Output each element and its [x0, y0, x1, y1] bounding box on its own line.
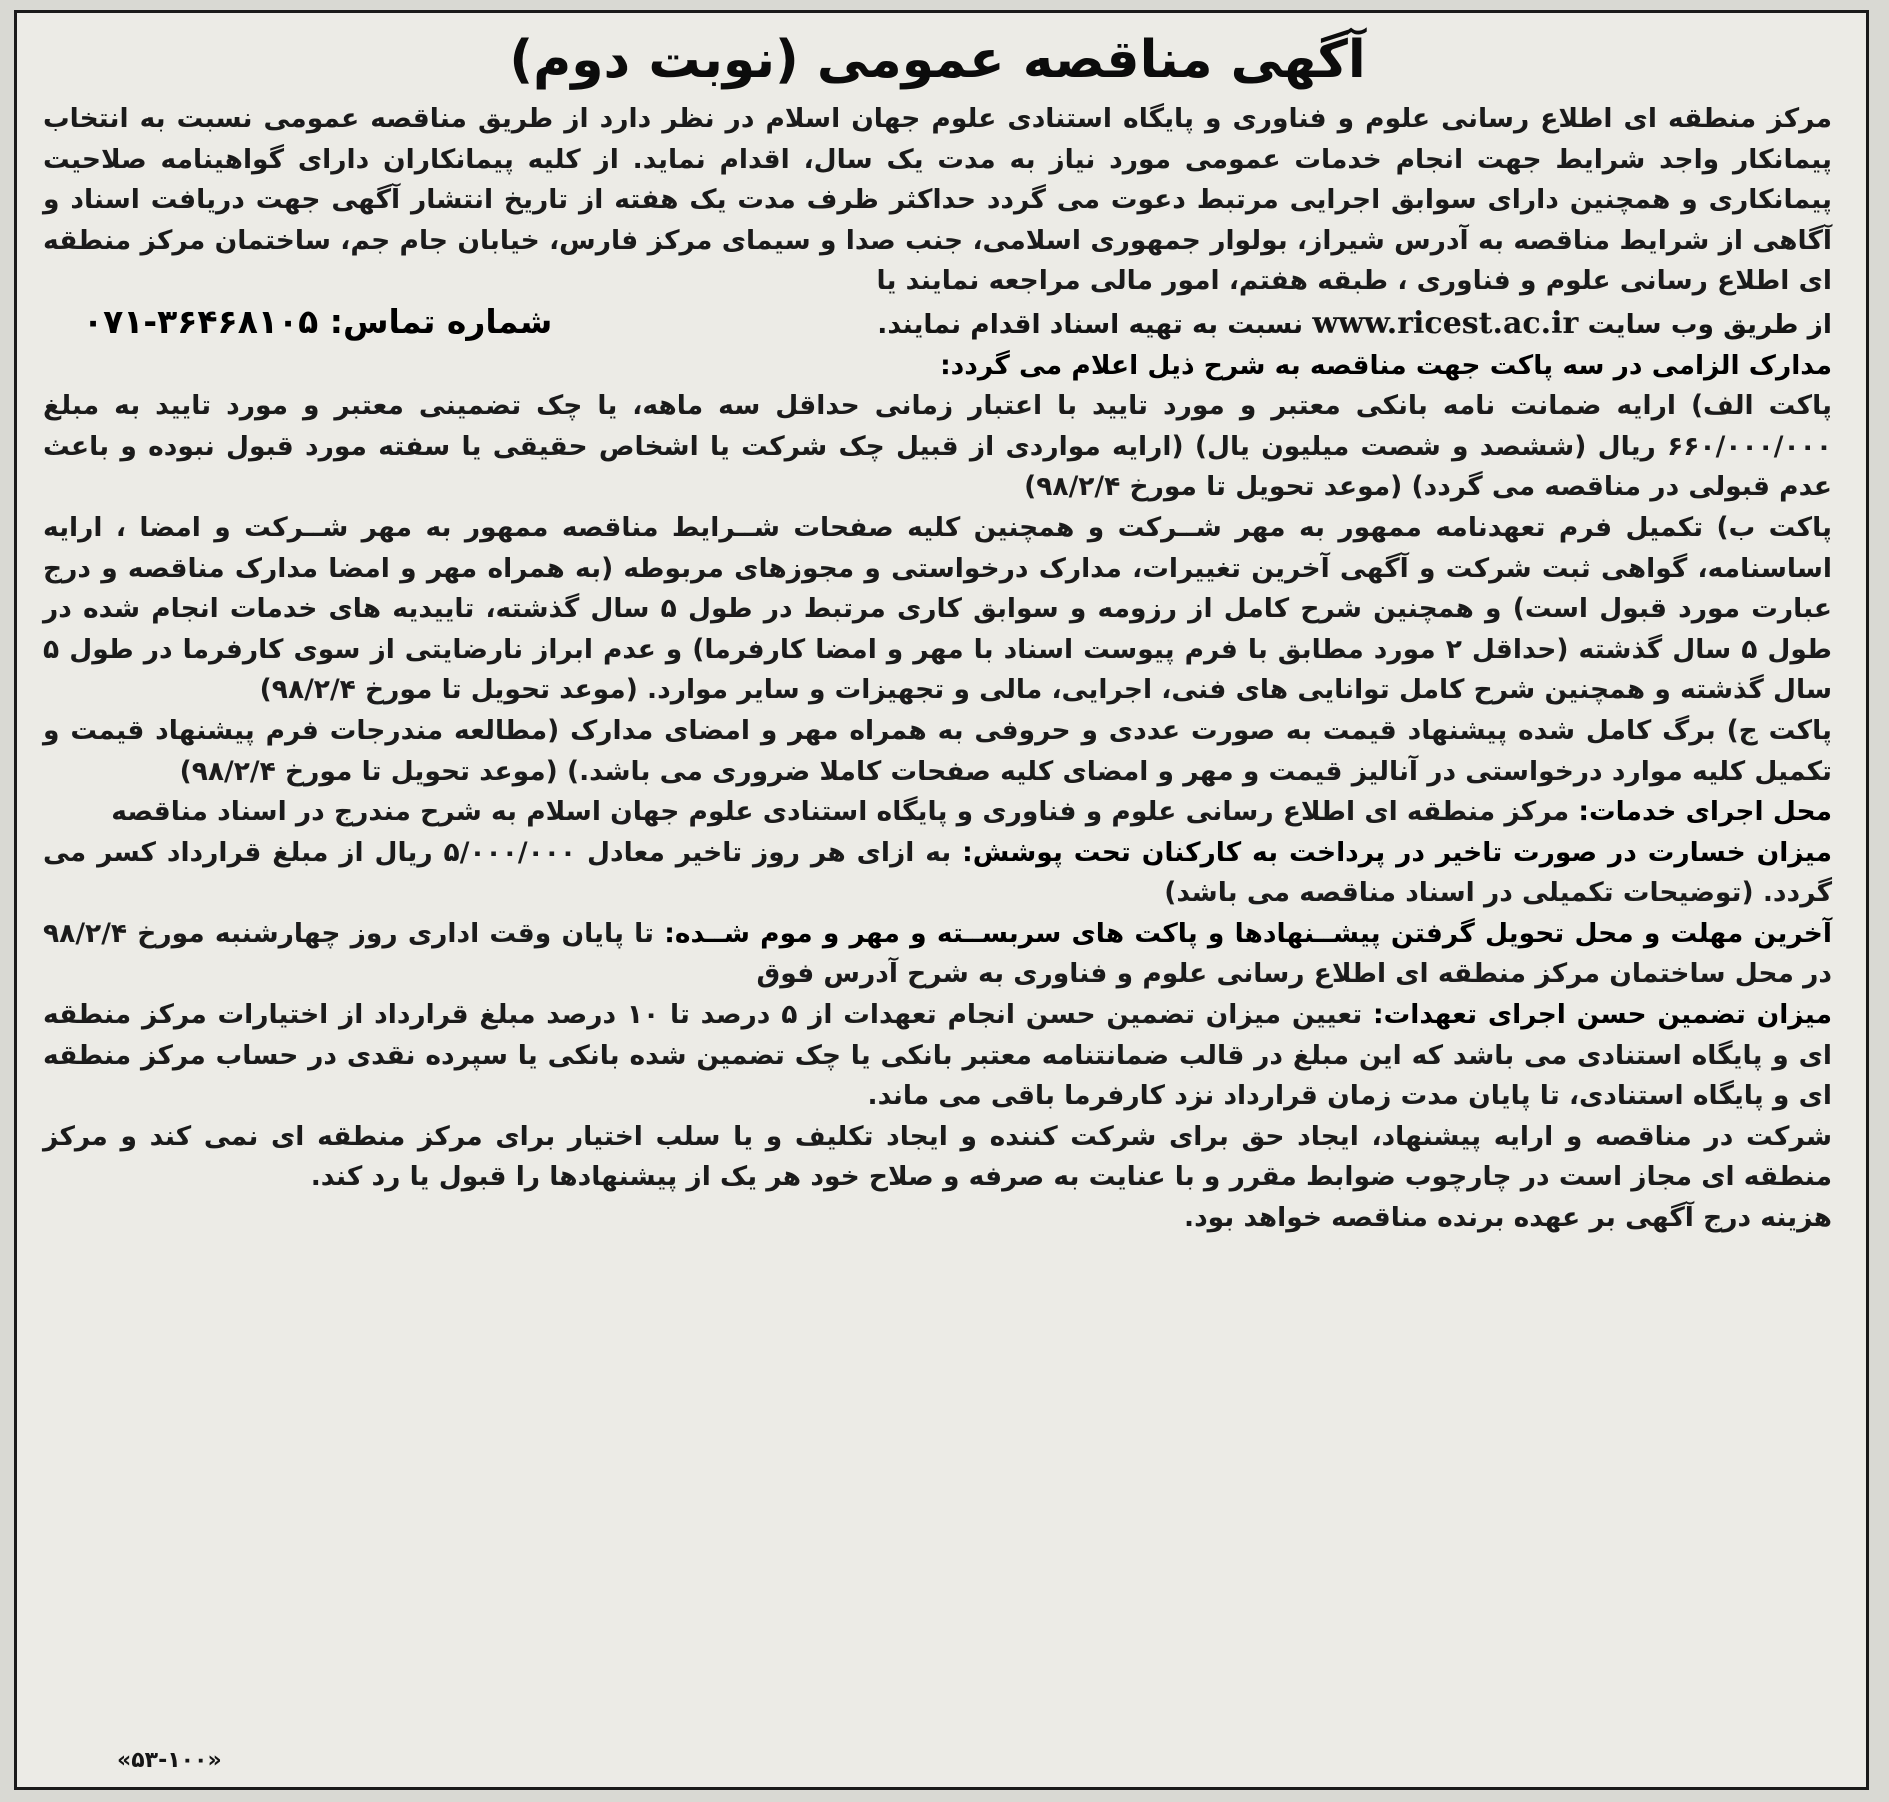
cost-paragraph: هزینه درج آگهی بر عهده برنده مناقصه خواهد بود. — [1184, 1202, 1832, 1234]
guarantee-text: تعیین میزان تضمین حسن انجام تعهدات از ۵ درصد تا ۱۰ درصد مبلغ قرارداد از اختیارات مرکز منطقه ای و پایگاه استنادی می باشد که این مبلغ در قالب ضمانتنامه معتبر بانکی یا چک تضمین شده بانکی یا سپرده نقدی در حساب مرکز منطقه ای و پایگاه استنادی، تا پایان مدت زمان قرارداد نزد کارفرما باقی می ماند. — [43, 999, 1832, 1112]
website-contact-line — [43, 302, 1832, 346]
deadline-text: تا پایان وقت اداری روز چهارشنبه مورخ ۹۸/۲/۴ در محل ساختمان مرکز منطقه ای اطلاع رسانی علوم و فناوری به شرح آدرس فوق — [43, 917, 1832, 990]
penalty-label: میزان خسارت در صورت تاخیر در پرداخت به کارکنان تحت پوشش: — [962, 836, 1832, 868]
packet-a: پاکت الف) ارایه ضمانت نامه بانکی معتبر و مورد تایید با اعتبار زمانی حداقل سه ماهه، یا چک تضمینی معتبر و مورد تایید به مبلغ ۶۶۰/۰۰۰/۰۰۰ ریال (ششصد و شصت میلیون یال) (ارایه مواردی از قبیل چک شرکت یا اشخاص حقیقی یا سفته مورد قبول نبوده و باعث عدم قبولی در مناقصه می گردد) (موعد تحویل تا مورخ ۹۸/۲/۴) — [43, 390, 1832, 503]
location-text: مرکز منطقه ای اطلاع رسانی علوم و فناوری و پایگاه استنادی علوم جهان اسلام به شرح مندرج در اسناد مناقصه — [111, 796, 1570, 828]
packet-b: پاکت ب) تکمیل فرم تعهدنامه ممهور به مهر شــرکت و همچنین کلیه صفحات شــرایط مناقصه ممهور به مهر شــرکت و امضا ، ارایه اساسنامه، گواهی ثبت شرکت و آگهی آخرین تغییرات، مدارک درخواستی و مجوزهای مربوطه (به همراه مهر و امضا مدارک مناقصه و درج عبارت مورد قبول است) و همچنین شرح کامل از رزومه و سوابق کاری مرتبط در طول ۵ سال گذشته، تاییدیه های خدمات انجام شده در طول ۵ سال گذشته (حداقل ۲ مورد مطابق با فرم پیوست اسناد با مهر و امضا کارفرما) و عدم ابراز نارضایتی از سوی کارفرما در طول ۵ سال گذشته و همچنین شرح کامل توانایی های فنی، اجرایی، مالی و تجهیزات و سایر موارد. (موعد تحویل تا مورخ ۹۸/۲/۴) — [43, 511, 1832, 706]
deadline-section — [43, 914, 1832, 995]
intro-text: مرکز منطقه ای اطلاع رسانی علوم و فناوری و پایگاه استنادی علوم جهان اسلام در نظر دارد از طریق مناقصه عمومی نسبت به انتخاب پیمانکار واجد شرایط جهت انجام خدمات عمومی مورد نیاز به مدت یک سال، اقدام نماید. از کلیه پیمانکاران دارای گواهینامه صلاحیت پیمانکاری و همچنین دارای سوابق اجرایی مرتبط دعوت می گردد حداکثر ظرف مدت یک هفته از تاریخ انتشار آگهی جهت دریافت اسناد و آگاهی از شرایط مناقصه به آدرس شیراز، بولوار جمهوری اسلامی، جنب صدا و سیمای مرکز فارس، خیابان جام جم، ساختمان مرکز منطقه ای اطلاع رسانی علوم و فناوری ، طبقه هفتم، امور مالی مراجعه نمایند یا — [43, 103, 1832, 297]
contact-label: شماره تماس: — [329, 301, 553, 341]
contact-number: ۰۷۱-۳۶۴۶۸۱۰۵ — [83, 301, 319, 341]
penalty-section — [43, 833, 1832, 914]
deadline-label: آخرین مهلت و محل تحویل گرفتن پیشــنهادها و پاکت های سربســته و مهر و موم شــده: — [664, 917, 1832, 949]
site-suffix: نسبت به تهیه اسناد اقدام نمایند. — [877, 308, 1304, 340]
packet-c: پاکت ج) برگ کامل شده پیشنهاد قیمت به صورت عددی و حروفی به همراه مهر و امضای مدارک (مطالعه مندرجات فرم پیشنهاد قیمت و تکمیل کلیه موارد درخواستی در آنالیز قیمت و مهر و امضای کلیه صفحات کاملا ضروری می باشد.) (موعد تحویل تا مورخ ۹۸/۲/۴) — [43, 714, 1832, 787]
contact-phone — [43, 302, 552, 343]
site-prefix: از طریق وب سایت — [1587, 308, 1832, 340]
website-line — [877, 304, 1832, 346]
guarantee-label: میزان تضمین حسن اجرای تعهدات: — [1373, 999, 1833, 1031]
location-section — [43, 792, 1832, 833]
participation-paragraph: شرکت در مناقصه و ارایه پیشنهاد، ایجاد حق برای شرکت کننده و ایجاد تکلیف و یا سلب اختیار برای مرکز منطقه ای نمی کند و مرکز منطقه ای مجاز است در چارچوب ضوابط مقرر و با عنایت به صرفه و صلاح خود هر یک از پیشنهادها را قبول یا رد کند. — [43, 1120, 1832, 1193]
tender-notice — [14, 10, 1869, 1790]
location-label: محل اجرای خدمات: — [1578, 796, 1832, 828]
documents-heading: مدارک الزامی در سه پاکت جهت مناقصه به شرح ذیل اعلام می گردد: — [940, 349, 1832, 381]
ad-code: «۵۳-۱۰۰» — [117, 1748, 222, 1773]
intro-paragraph — [43, 99, 1832, 302]
website-link[interactable]: www.ricest.ac.ir — [1312, 305, 1579, 341]
notice-title: آگهی مناقصه عمومی (نوبت دوم) — [509, 30, 1366, 90]
guarantee-section — [43, 995, 1832, 1117]
penalty-text: به ازای هر روز تاخیر معادل ۵/۰۰۰/۰۰۰ ریال از مبلغ قرارداد کسر می گردد. (توضیحات تکمیلی در اسناد مناقصه می باشد) — [43, 836, 1832, 909]
